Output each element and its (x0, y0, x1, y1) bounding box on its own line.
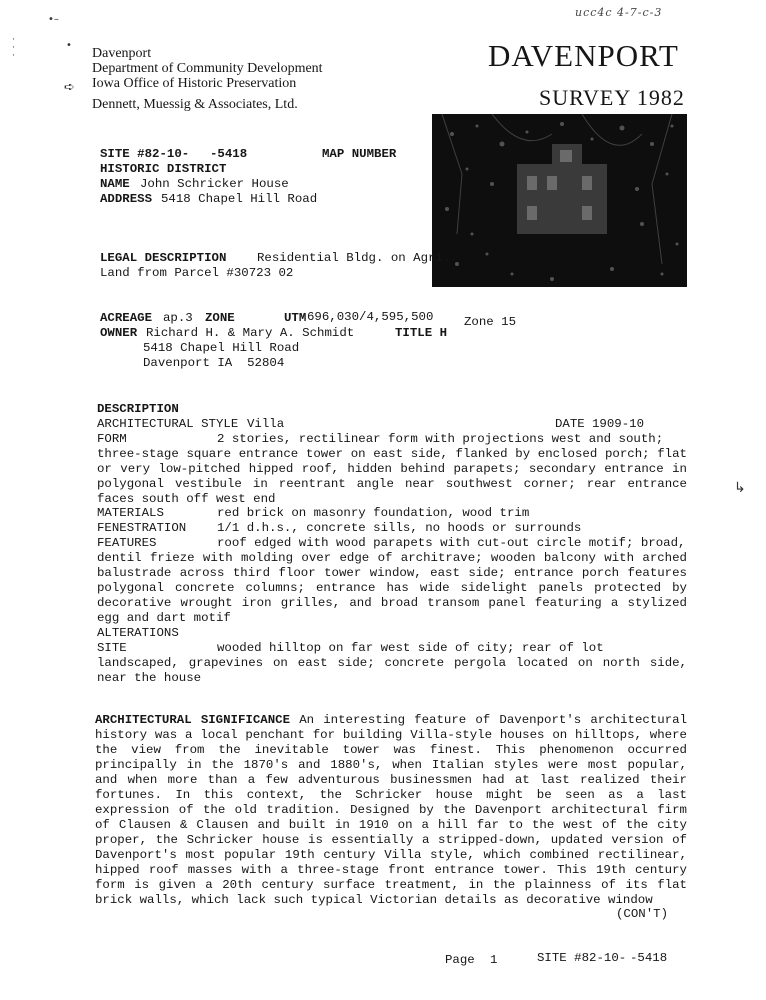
form-label: FORM (97, 432, 127, 446)
acreage-label: ACREAGE (100, 311, 153, 325)
map-number-label: MAP NUMBER (322, 147, 397, 161)
margin-mark: ↳ (734, 480, 746, 496)
description-heading: DESCRIPTION (97, 402, 179, 416)
site-label: SITE #82-10- (100, 147, 190, 161)
features-text: dentil frieze with molding over edge of architrave; wooden balcony with arched balustrade across third floor tower window, east side; entrance porch features polygonal concrete columns; entrance has wide sidelight panels protected by decorative wrought iron grilles, and broad transom panel featuring a stylized egg and dart motif (97, 551, 687, 625)
address-label: ADDRESS (100, 192, 153, 206)
margin-mark: · · · (12, 35, 15, 61)
agency-line-2: Department of Community Development (92, 61, 323, 76)
owner-address-line2: Davenport IA 52804 (143, 356, 285, 370)
site-number: -5418 (210, 147, 248, 161)
site-first-line: wooded hilltop on far west side of city; rear of lot (217, 641, 604, 655)
alterations-label: ALTERATIONS (97, 626, 179, 640)
continued-marker: (CON'T) (616, 907, 669, 921)
house-photo (432, 114, 687, 287)
agency-line-1: Davenport (92, 46, 152, 61)
site-description-label: SITE (97, 641, 127, 655)
date-value: 1909-10 (592, 417, 645, 431)
features-label: FEATURES (97, 536, 157, 550)
name-value: John Schricker House (140, 177, 289, 191)
name-label: NAME (100, 177, 130, 191)
survey-title: DAVENPORT (488, 38, 679, 73)
footer-site-label: SITE #82-10- (537, 951, 627, 965)
house-photo-image (432, 114, 687, 287)
owner-value: Richard H. & Mary A. Schmidt (146, 326, 355, 340)
margin-mark: • (66, 40, 72, 51)
features-first-line: roof edged with wood parapets with cut-out circle motif; broad, (217, 536, 686, 550)
acreage-value: ap.3 (163, 311, 193, 325)
footer-site-number: -5418 (630, 951, 668, 965)
consultant-name: Dennett, Muessig & Associates, Ltd. (92, 97, 298, 112)
materials-value: red brick on masonry foundation, wood trim (217, 506, 530, 520)
significance-heading: ARCHITECTURAL SIGNIFICANCE (95, 713, 291, 727)
utm-label: UTM (284, 311, 307, 325)
zone-value: Zone 15 (464, 315, 517, 329)
legal-description-line1: Residential Bldg. on Agri. (257, 251, 451, 265)
fenestration-value: 1/1 d.h.s., concrete sills, no hoods or surrounds (217, 521, 582, 535)
legal-description-label: LEGAL DESCRIPTION (100, 251, 227, 265)
page-label: Page (445, 953, 475, 967)
address-value: 5418 Chapel Hill Road (161, 192, 318, 206)
style-value: Villa (247, 417, 285, 431)
margin-mark: •– (48, 14, 59, 25)
significance-text: An interesting feature of Davenport's architectural history was a local penchant for building Villa-style houses on hilltops, where the view from the inevitable tower was finest. This phenomenon occurred principally in the 1870's and 1880's, when Italian styles were most popular, and when more than a few adventurous businessmen had at last realized their fortunes. In this context, the Schricker house might be seen as a last expression of the old tradition. Designed by the Davenport architectural firm of Clausen & Clausen and built in 1910 on a hill far to the west of the city proper, the Schricker house is essentially a stripped-down, updated version of Davenport's most popular 19th century Villa style, which combined rectilinear, hipped roof masses with a three-stage front entrance tower. This 19th century form is given a 20th century surface treatment, in the plainness of its flat brick walls, which lack such typical Victorian details as decorative window (95, 713, 688, 907)
survey-subtitle: SURVEY 1982 (539, 85, 685, 110)
page-number: 1 (490, 953, 498, 967)
form-first-line: 2 stories, rectilinear form with projections west and south; (217, 432, 664, 446)
site-text: landscaped, grapevines on east side; concrete pergola located on north side, near the house (97, 656, 687, 685)
zone-label: ZONE (205, 311, 235, 325)
title-label: TITLE H (395, 326, 448, 340)
date-label: DATE (555, 417, 585, 431)
utm-value: 696,030/4,595,500 (307, 310, 434, 324)
style-label: ARCHITECTURAL STYLE (97, 417, 239, 431)
architectural-significance (95, 713, 687, 908)
legal-description-line2: Land from Parcel #30723 02 (100, 266, 294, 280)
handwritten-note: ucc4c 4-7-c-3 (575, 6, 663, 19)
owner-label: OWNER (100, 326, 138, 340)
materials-label: MATERIALS (97, 506, 164, 520)
margin-mark: ➪ (64, 80, 75, 95)
owner-address-line1: 5418 Chapel Hill Road (143, 341, 300, 355)
fenestration-label: FENESTRATION (97, 521, 187, 535)
form-text: three-stage square entrance tower on east side, flanked by enclosed porch; flat or very low-pitched hipped roof, hidden behind parapets; secondary entrance in polygonal vestibule in reentrant angle near southwest corner; rear entrance faces south off west end (97, 447, 687, 506)
agency-line-3: Iowa Office of Historic Preservation (92, 76, 297, 91)
historic-district-label: HISTORIC DISTRICT (100, 162, 227, 176)
